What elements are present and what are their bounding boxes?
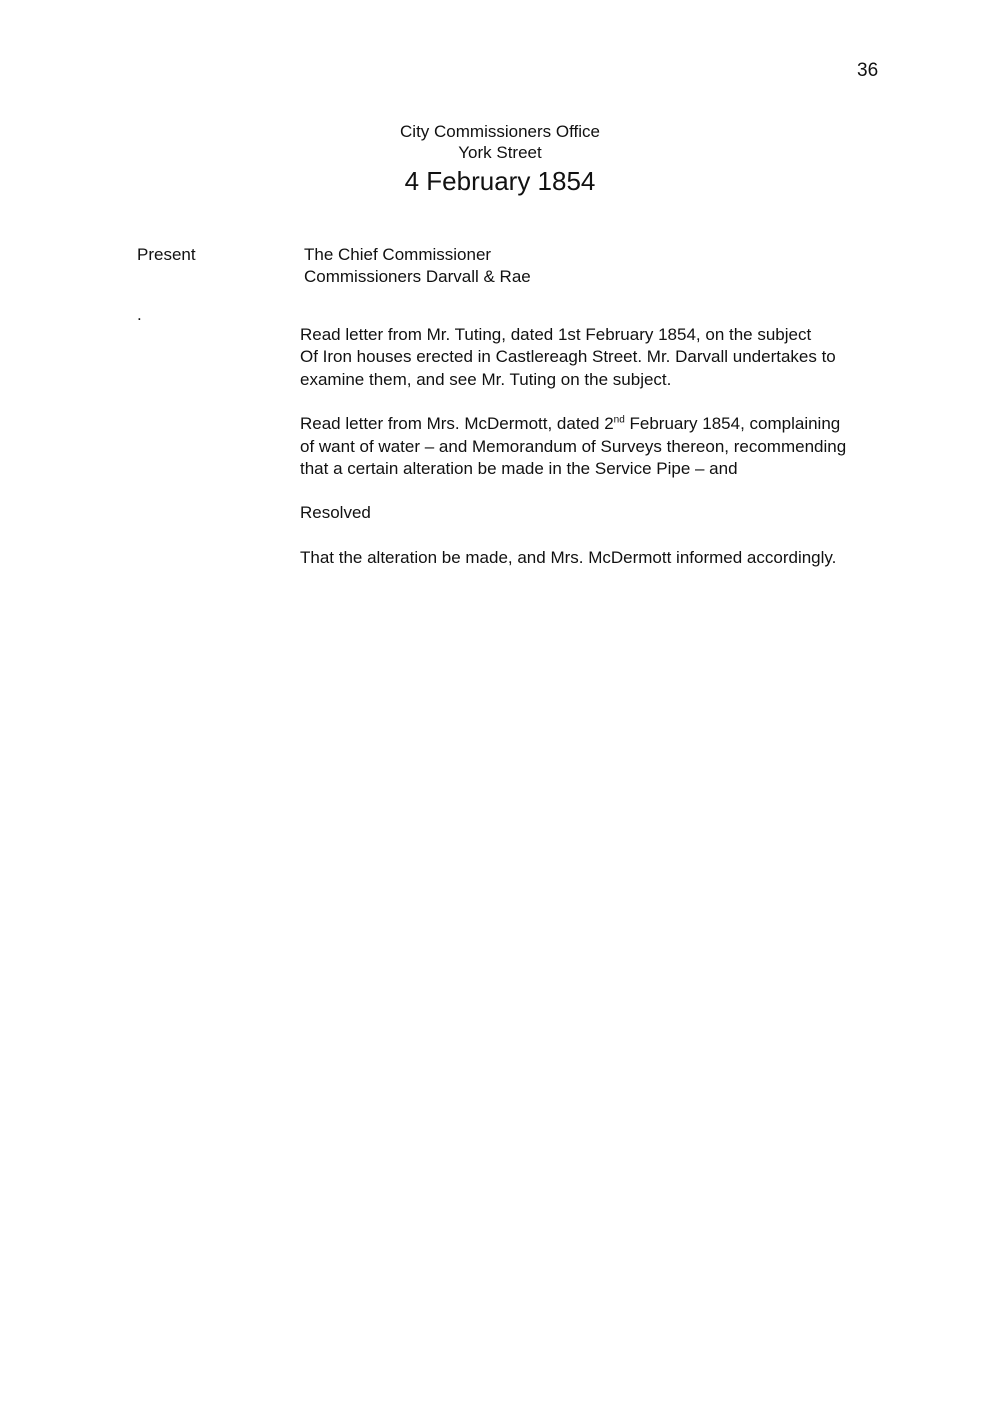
minutes-body (300, 324, 920, 591)
present-member: The Chief Commissioner (304, 245, 492, 264)
text-line: examine them, and see Mr. Tuting on the subject. (300, 369, 672, 389)
resolution-text: That the alteration be made, and Mrs. McDermott informed accordingly. (300, 547, 837, 567)
present-member: Commissioners Darvall & Rae (304, 267, 531, 286)
present-label: Present (137, 245, 196, 264)
resolved-heading: Resolved (300, 503, 371, 523)
text-fragment: February 1854, complaining (624, 414, 841, 434)
text-line: that a certain alteration be made in the Service Pipe – and (300, 459, 738, 479)
ordinal-suffix: nd (613, 414, 625, 426)
present-members-list (304, 244, 531, 288)
margin-mark: . (137, 305, 142, 324)
text-line: Of Iron houses erected in Castlereagh Street. Mr. Darvall undertakes to (300, 347, 836, 367)
paragraph-tuting-letter (300, 324, 920, 391)
page-number: 36 (857, 60, 879, 81)
text-fragment: Read letter from Mrs. McDermott, dated 2 (300, 414, 614, 434)
text-line: Read letter from Mr. Tuting, dated 1st February 1854, on the subject (300, 325, 812, 344)
meeting-date: 4 February 1854 (404, 166, 596, 196)
text-line (300, 413, 920, 435)
text-line: of want of water – and Memorandum of Surveys thereon, recommending (300, 436, 847, 456)
document-heading (0, 121, 1000, 197)
office-name: City Commissioners Office (400, 122, 600, 141)
street-name: York Street (458, 143, 542, 162)
paragraph-mcdermott-letter (300, 413, 920, 480)
